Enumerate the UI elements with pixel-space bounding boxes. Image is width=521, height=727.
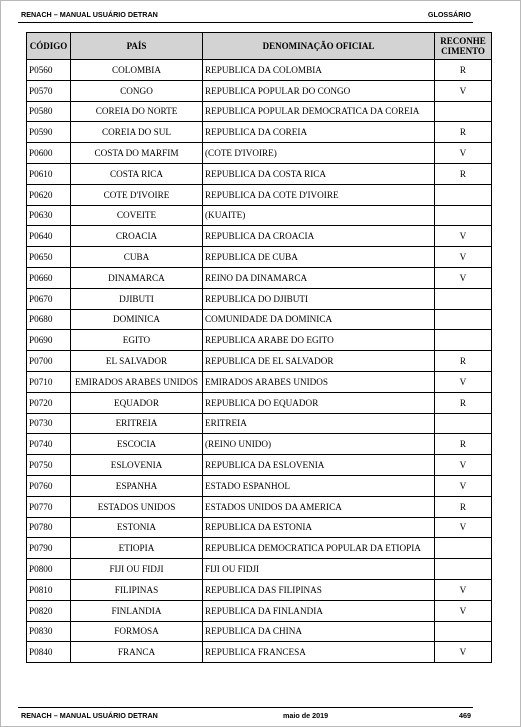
- table-row: [27, 434, 492, 455]
- cell-codigo: P0820: [27, 600, 71, 621]
- cell-denominacao: REPUBLICA DA CHINA: [203, 621, 435, 642]
- cell-pais: EMIRADOS ARABES UNIDOS: [71, 371, 203, 392]
- cell-reconhecimento: [435, 413, 492, 434]
- column-header-denominacao: DENOMINAÇÃO OFICIAL: [203, 33, 435, 60]
- cell-reconhecimento: R: [435, 163, 492, 184]
- cell-reconhecimento: V: [435, 579, 492, 600]
- cell-pais: ESLOVENIA: [71, 455, 203, 476]
- cell-codigo: P0830: [27, 621, 71, 642]
- cell-reconhecimento: V: [435, 600, 492, 621]
- table-row: [27, 101, 492, 122]
- cell-codigo: P0680: [27, 309, 71, 330]
- cell-denominacao: ESTADOS UNIDOS DA AMERICA: [203, 496, 435, 517]
- cell-codigo: P0650: [27, 247, 71, 268]
- page-footer: [18, 707, 473, 721]
- table-row: [27, 205, 492, 226]
- page-number: 469: [459, 711, 471, 720]
- cell-reconhecimento: R: [435, 434, 492, 455]
- table-header-row: [27, 33, 492, 60]
- cell-reconhecimento: V: [435, 143, 492, 164]
- cell-codigo: P0640: [27, 226, 71, 247]
- cell-denominacao: REPUBLICA DEMOCRATICA POPULAR DA ETIOPIA: [203, 538, 435, 559]
- cell-denominacao: (KUAITE): [203, 205, 435, 226]
- cell-codigo: P0590: [27, 122, 71, 143]
- cell-denominacao: ERITREIA: [203, 413, 435, 434]
- cell-pais: COSTA RICA: [71, 163, 203, 184]
- cell-pais: CROACIA: [71, 226, 203, 247]
- table-body: [27, 60, 492, 663]
- cell-reconhecimento: [435, 559, 492, 580]
- cell-pais: ETIOPIA: [71, 538, 203, 559]
- cell-pais: COVEITE: [71, 205, 203, 226]
- cell-denominacao: COMUNIDADE DA DOMINICA: [203, 309, 435, 330]
- cell-reconhecimento: [435, 101, 492, 122]
- table-row: [27, 413, 492, 434]
- cell-denominacao: REPUBLICA DE CUBA: [203, 247, 435, 268]
- cell-reconhecimento: [435, 330, 492, 351]
- cell-codigo: P0790: [27, 538, 71, 559]
- cell-pais: FILIPINAS: [71, 579, 203, 600]
- cell-denominacao: REPUBLICA ARABE DO EGITO: [203, 330, 435, 351]
- cell-codigo: P0770: [27, 496, 71, 517]
- table-row: [27, 496, 492, 517]
- cell-pais: EGITO: [71, 330, 203, 351]
- table-row: [27, 392, 492, 413]
- cell-pais: DINAMARCA: [71, 267, 203, 288]
- cell-pais: EL SALVADOR: [71, 351, 203, 372]
- cell-codigo: P0660: [27, 267, 71, 288]
- cell-codigo: P0700: [27, 351, 71, 372]
- cell-codigo: P0580: [27, 101, 71, 122]
- cell-codigo: P0710: [27, 371, 71, 392]
- table-row: [27, 247, 492, 268]
- table-row: [27, 80, 492, 101]
- cell-denominacao: FIJI OU FIDJI: [203, 559, 435, 580]
- cell-reconhecimento: R: [435, 122, 492, 143]
- cell-denominacao: REPUBLICA DA ESTONIA: [203, 517, 435, 538]
- cell-reconhecimento: [435, 205, 492, 226]
- cell-denominacao: REINO DA DINAMARCA: [203, 267, 435, 288]
- cell-denominacao: REPUBLICA DA ESLOVENIA: [203, 455, 435, 476]
- table-row: [27, 538, 492, 559]
- cell-pais: FIJI OU FIDJI: [71, 559, 203, 580]
- cell-reconhecimento: V: [435, 371, 492, 392]
- cell-codigo: P0740: [27, 434, 71, 455]
- table-row: [27, 163, 492, 184]
- cell-reconhecimento: V: [435, 642, 492, 663]
- cell-reconhecimento: [435, 288, 492, 309]
- cell-codigo: P0570: [27, 80, 71, 101]
- column-header-codigo: CÓDIGO: [27, 33, 71, 60]
- cell-pais: COREIA DO NORTE: [71, 101, 203, 122]
- cell-codigo: P0800: [27, 559, 71, 580]
- cell-reconhecimento: R: [435, 496, 492, 517]
- cell-codigo: P0620: [27, 184, 71, 205]
- cell-reconhecimento: V: [435, 80, 492, 101]
- header-section: GLOSSÁRIO: [427, 10, 471, 19]
- cell-denominacao: EMIRADOS ARABES UNIDOS: [203, 371, 435, 392]
- table-row: [27, 226, 492, 247]
- cell-reconhecimento: [435, 538, 492, 559]
- cell-denominacao: REPUBLICA DAS FILIPINAS: [203, 579, 435, 600]
- table-row: [27, 579, 492, 600]
- cell-reconhecimento: R: [435, 392, 492, 413]
- cell-denominacao: REPUBLICA DA COLOMBIA: [203, 60, 435, 81]
- cell-pais: EQUADOR: [71, 392, 203, 413]
- cell-pais: COTE D'IVOIRE: [71, 184, 203, 205]
- table-row: [27, 351, 492, 372]
- cell-denominacao: (REINO UNIDO): [203, 434, 435, 455]
- cell-reconhecimento: V: [435, 517, 492, 538]
- footer-date: maio de 2019: [283, 711, 329, 720]
- cell-reconhecimento: V: [435, 455, 492, 476]
- cell-denominacao: REPUBLICA DA COREIA: [203, 122, 435, 143]
- cell-codigo: P0840: [27, 642, 71, 663]
- cell-reconhecimento: [435, 309, 492, 330]
- table-row: [27, 517, 492, 538]
- cell-pais: FORMOSA: [71, 621, 203, 642]
- table-row: [27, 371, 492, 392]
- page-header: [18, 8, 473, 23]
- column-header-pais: PAÍS: [71, 33, 203, 60]
- cell-codigo: P0720: [27, 392, 71, 413]
- cell-pais: DJIBUTI: [71, 288, 203, 309]
- cell-codigo: P0760: [27, 475, 71, 496]
- cell-denominacao: REPUBLICA DE EL SALVADOR: [203, 351, 435, 372]
- cell-denominacao: REPUBLICA DA CROACIA: [203, 226, 435, 247]
- table-row: [27, 267, 492, 288]
- cell-pais: CUBA: [71, 247, 203, 268]
- header-title: RENACH – MANUAL USUÁRIO DETRAN: [21, 10, 158, 19]
- cell-denominacao: REPUBLICA POPULAR DO CONGO: [203, 80, 435, 101]
- table-row: [27, 309, 492, 330]
- cell-reconhecimento: R: [435, 351, 492, 372]
- table-row: [27, 184, 492, 205]
- cell-codigo: P0610: [27, 163, 71, 184]
- cell-pais: COREIA DO SUL: [71, 122, 203, 143]
- footer-title: RENACH – MANUAL USUÁRIO DETRAN: [21, 711, 158, 720]
- cell-codigo: P0600: [27, 143, 71, 164]
- cell-codigo: P0780: [27, 517, 71, 538]
- cell-reconhecimento: V: [435, 247, 492, 268]
- cell-denominacao: REPUBLICA DA COSTA RICA: [203, 163, 435, 184]
- cell-pais: ESPANHA: [71, 475, 203, 496]
- cell-pais: FRANCA: [71, 642, 203, 663]
- table-row: [27, 600, 492, 621]
- cell-pais: COSTA DO MARFIM: [71, 143, 203, 164]
- table-row: [27, 330, 492, 351]
- column-header-reconhecimento: RECONHE CIMENTO: [435, 33, 492, 60]
- cell-codigo: P0730: [27, 413, 71, 434]
- cell-codigo: P0750: [27, 455, 71, 476]
- table-row: [27, 621, 492, 642]
- table-row: [27, 475, 492, 496]
- table-row: [27, 122, 492, 143]
- cell-pais: CONGO: [71, 80, 203, 101]
- cell-pais: FINLANDIA: [71, 600, 203, 621]
- table-row: [27, 559, 492, 580]
- table-row: [27, 642, 492, 663]
- cell-denominacao: REPUBLICA DO EQUADOR: [203, 392, 435, 413]
- countries-table: [26, 32, 492, 663]
- cell-reconhecimento: V: [435, 226, 492, 247]
- cell-pais: DOMINICA: [71, 309, 203, 330]
- cell-codigo: P0810: [27, 579, 71, 600]
- cell-denominacao: REPUBLICA POPULAR DEMOCRATICA DA COREIA: [203, 101, 435, 122]
- cell-reconhecimento: R: [435, 60, 492, 81]
- cell-reconhecimento: V: [435, 475, 492, 496]
- cell-pais: COLOMBIA: [71, 60, 203, 81]
- cell-codigo: P0560: [27, 60, 71, 81]
- cell-reconhecimento: V: [435, 267, 492, 288]
- table-row: [27, 455, 492, 476]
- cell-pais: ESTONIA: [71, 517, 203, 538]
- cell-reconhecimento: [435, 621, 492, 642]
- table-row: [27, 288, 492, 309]
- cell-denominacao: REPUBLICA FRANCESA: [203, 642, 435, 663]
- cell-denominacao: REPUBLICA DA COTE D'IVOIRE: [203, 184, 435, 205]
- cell-codigo: P0670: [27, 288, 71, 309]
- cell-denominacao: REPUBLICA DO DJIBUTI: [203, 288, 435, 309]
- cell-denominacao: (COTE D'IVOIRE): [203, 143, 435, 164]
- cell-pais: ERITREIA: [71, 413, 203, 434]
- cell-denominacao: REPUBLICA DA FINLANDIA: [203, 600, 435, 621]
- table-row: [27, 143, 492, 164]
- cell-codigo: P0630: [27, 205, 71, 226]
- cell-denominacao: ESTADO ESPANHOL: [203, 475, 435, 496]
- table-row: [27, 60, 492, 81]
- cell-pais: ESCOCIA: [71, 434, 203, 455]
- cell-codigo: P0690: [27, 330, 71, 351]
- cell-reconhecimento: [435, 184, 492, 205]
- cell-pais: ESTADOS UNIDOS: [71, 496, 203, 517]
